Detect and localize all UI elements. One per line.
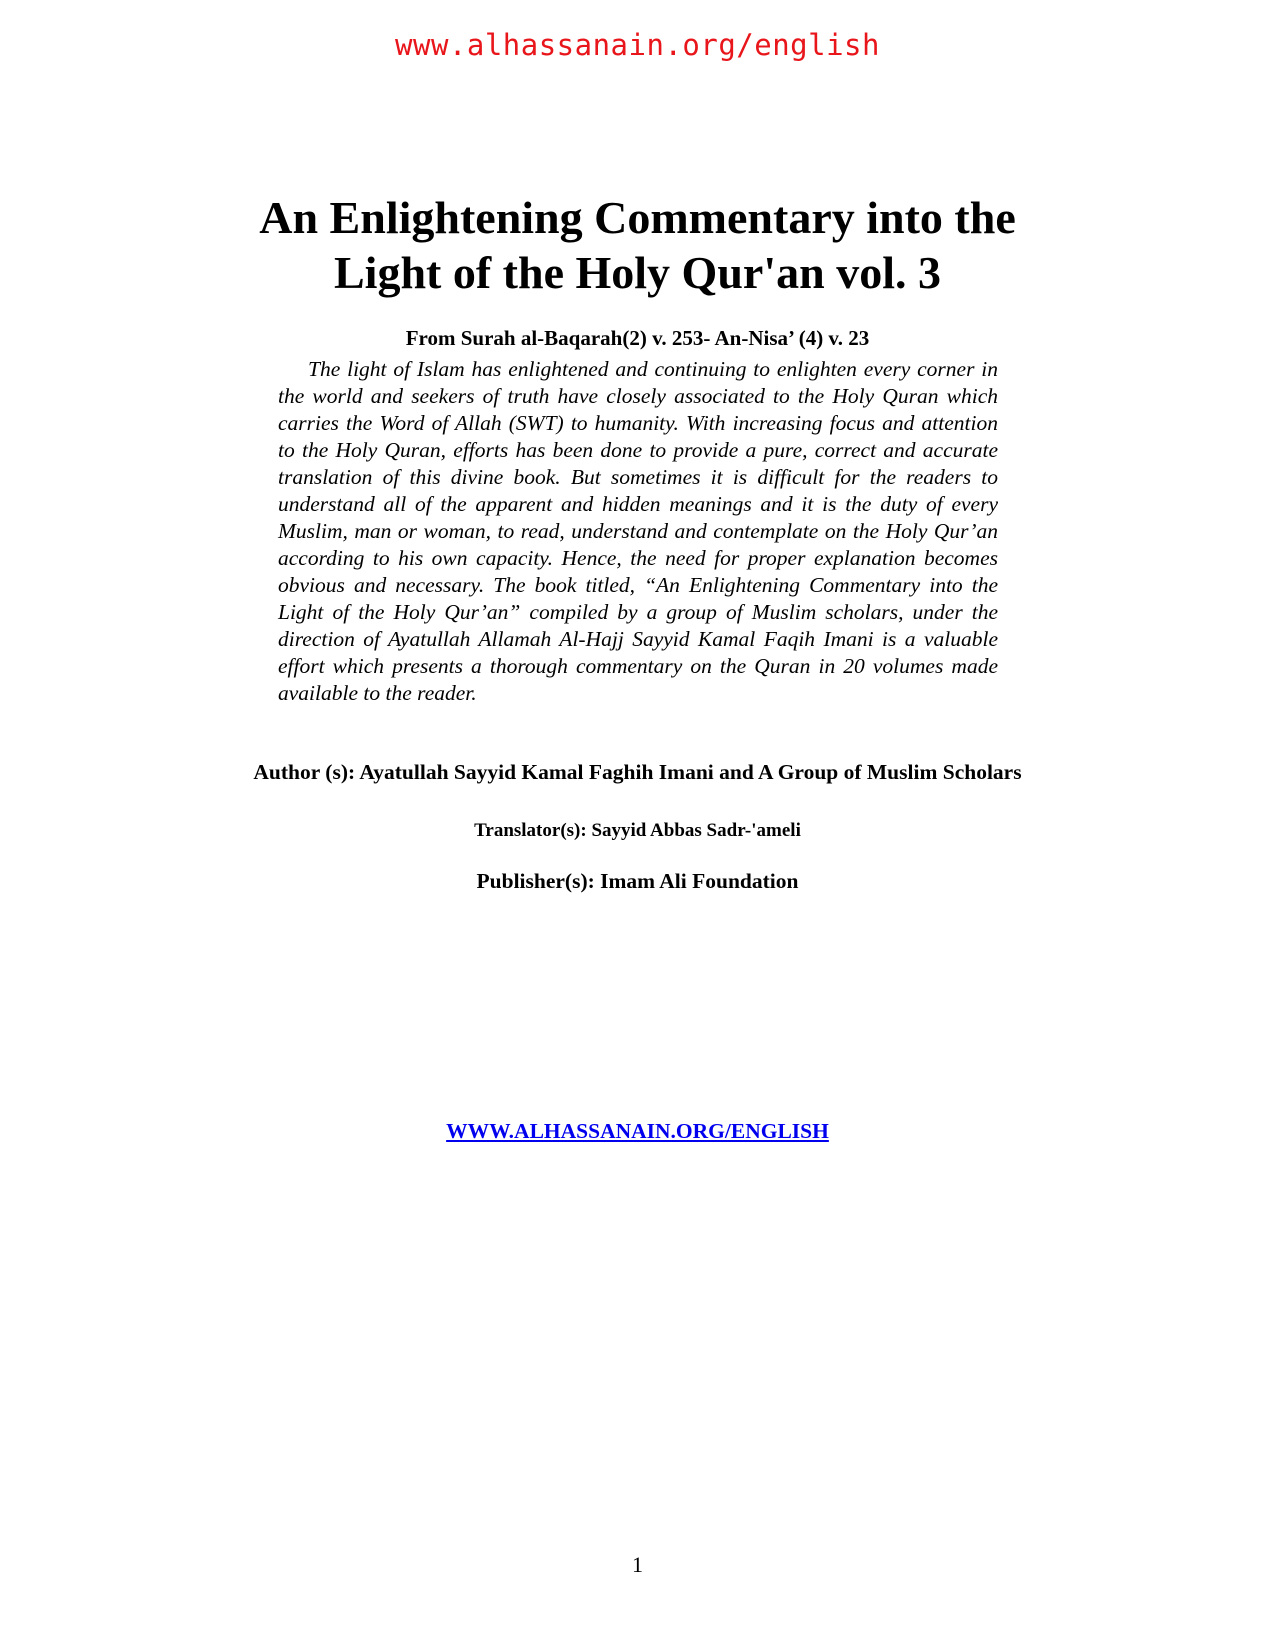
document-title: An Enlightening Commentary into the Light of the Holy Qur'an vol. 3 [259,192,1016,298]
document-subtitle: From Surah al-Baqarah(2) v. 253- An-Nisa’ (4) v. 23 [405,326,870,350]
page-number: 1 [632,1552,643,1577]
publisher-line: Publisher(s): Imam Ali Foundation [476,869,799,893]
site-link-container [250,1118,1025,1144]
author-line: Author (s): Ayatullah Sayyid Kamal Faghih Imani and A Group of Muslim Scholars [253,760,1022,784]
site-link[interactable]: WWW.ALHASSANAIN.ORG/ENGLISH [446,1119,829,1143]
site-watermark: www.alhassanain.org/english [395,28,880,62]
abstract-paragraph: The light of Islam has enlightened and continuing to enlighten every corner in the world and seekers of truth have closely associated to the Holy Quran which carries the Word of Allah (SWT) to humanity. With increasing focus and attention to the Holy Quran, efforts has been done to provide a pure, correct and accurate translation of this divine book. But sometimes it is difficult for the readers to understand all of the apparent and hidden meanings and it is the duty of every Muslim, man or woman, to read, understand and contemplate on the Holy Qur’an according to his own capacity. Hence, the need for proper explanation becomes obvious and necessary. The book titled, “An Enlightening Commentary into the Light of the Holy Qur’an” compiled by a group of Muslim scholars, under the direction of Ayatullah Allamah Al-Hajj Sayyid Kamal Faqih Imani is a valuable effort which presents a thorough commentary on the Quran in 20 volumes made available to the reader. [278,357,998,705]
translator-line: Translator(s): Sayyid Abbas Sadr-'ameli [474,820,801,841]
